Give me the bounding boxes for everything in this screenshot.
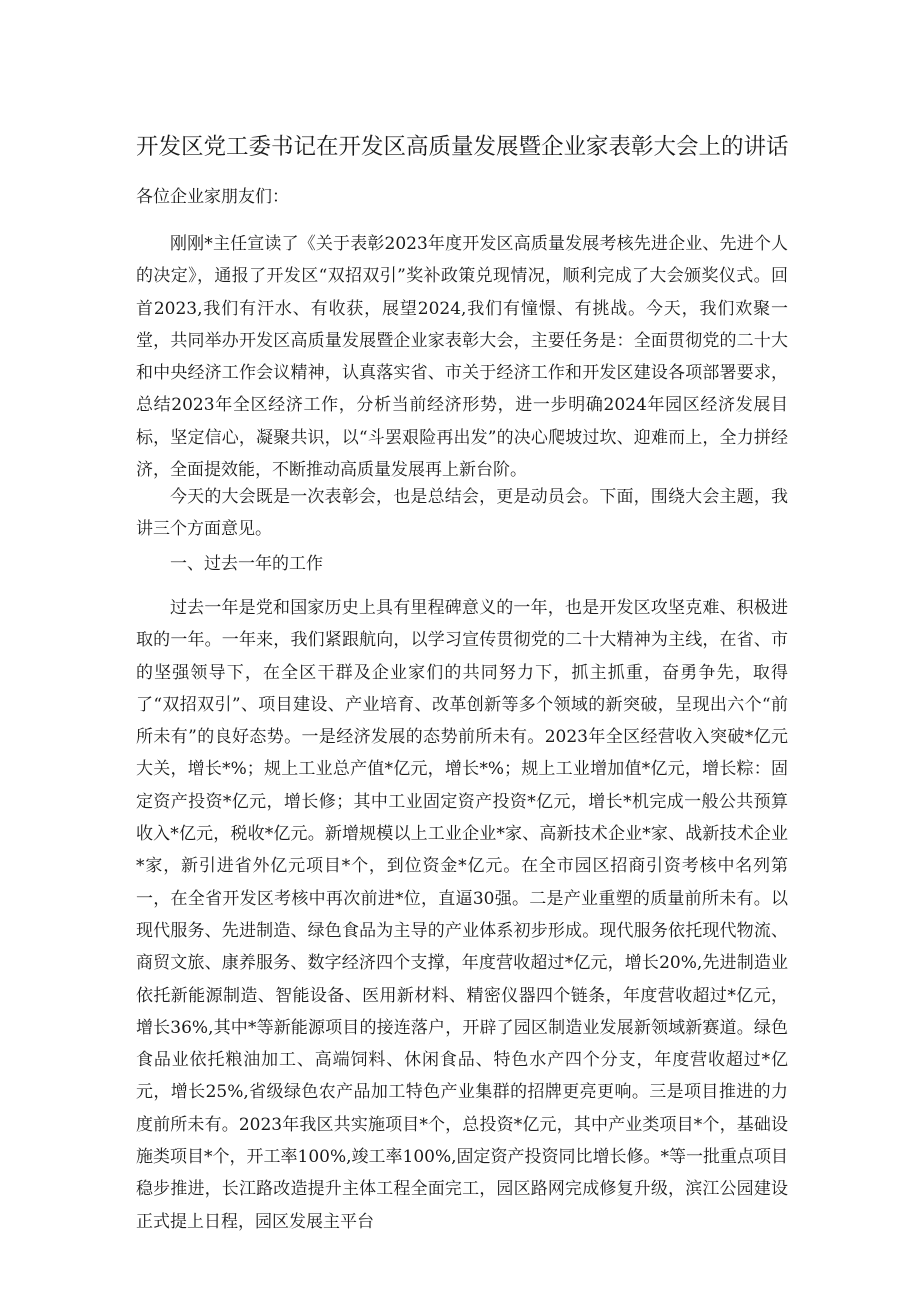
body-paragraph: 今天的大会既是一次表彰会，也是总结会，更是动员会。下面，围绕大会主题，我讲三个方面意见。	[136, 487, 788, 540]
salutation: 各位企业家朋友们：	[136, 187, 289, 207]
document-title: 开发区党工委书记在开发区高质量发展暨企业家表彰大会上的讲话	[136, 134, 789, 160]
body-paragraph: 刚刚*主任宣读了《关于表彰2023年度开发区高质量发展考核先进企业、先进个人的决定》，通报了开发区“双招双引”奖补政策兑现情况，顺利完成了大会颁奖仪式。回首2023,我们有汗水、有收获，展望2024,我们有憧憬、有挑战。今天，我们欢聚一堂，共同举办开发区高质量发展暨企业家表彰大会，主要任务是：全面贯彻党的二十大和中央经济工作会议精神，认真落实省、市关于经济工作和开发区建设各项部署要求，总结2023年全区经济工作，分析当前经济形势，进一步明确2024年园区经济发展目标，坚定信心，凝聚共识，以“斗罢艰险再出发”的决心爬坡过坎、迎难而上，全力拼经济，全面提效能，不断推动高质量发展再上新台阶。	[136, 234, 788, 481]
section-paragraph: 过去一年是党和国家历史上具有里程碑意义的一年，也是开发区攻坚克难、积极进取的一年。一年来，我们紧跟航向，以学习宣传贯彻党的二十大精神为主线，在省、市的坚强领导下，在全区干群及企业家们的共同努力下，抓主抓重，奋勇争先，取得了“双招双引”、项目建设、产业培育、改革创新等多个领域的新突破，呈现出六个“前所未有”的良好态势。一是经济发展的态势前所未有。2023年全区经营收入突破*亿元大关，增长*%；规上工业总产值*亿元，增长*%；规上工业增加值*亿元，增长粽：固定资产投资*亿元，增长修；其中工业固定资产投资*亿元，增长*机完成一般公共预算收入*亿元，税收*亿元。新增规模以上工业企业*家、高新技术企业*家、战新技术企业*家，新引进省外亿元项目*个，到位资金*亿元。在全市园区招商引资考核中名列第一，在全省开发区考核中再次前进*位，直逼30强。二是产业重塑的质量前所未有。以现代服务、先进制造、绿色食品为主导的产业体系初步形成。现代服务依托现代物流、商贸文旅、康养服务、数字经济四个支撑，年度营收超过*亿元，增长20%,先进制造业依托新能源制造、智能设备、医用新材料、精密仪器四个链条，年度营收超过*亿元，增长36%,其中*等新能源项目的接连落户，开辟了园区制造业发展新领域新赛道。绿色食品业依托粮油加工、高端饲料、休闲食品、特色水产四个分支，年度营收超过*亿元，增长25%,省级绿色农产品加工特色产业集群的招牌更亮更响。三是项目推进的力度前所未有。2023年我区共实施项目*个，总投资*亿元，其中产业类项目*个，基础设施类项目*个，开工率100%,竣工率100%,固定资产投资同比增长修。*等一批重点项目稳步推进，长江路改造提升主体工程全面完工，园区路网完成修复升级，滨江公园建设正式提上日程，园区发展主平台	[136, 598, 789, 1232]
section-heading: 一、过去一年的工作	[170, 554, 323, 574]
